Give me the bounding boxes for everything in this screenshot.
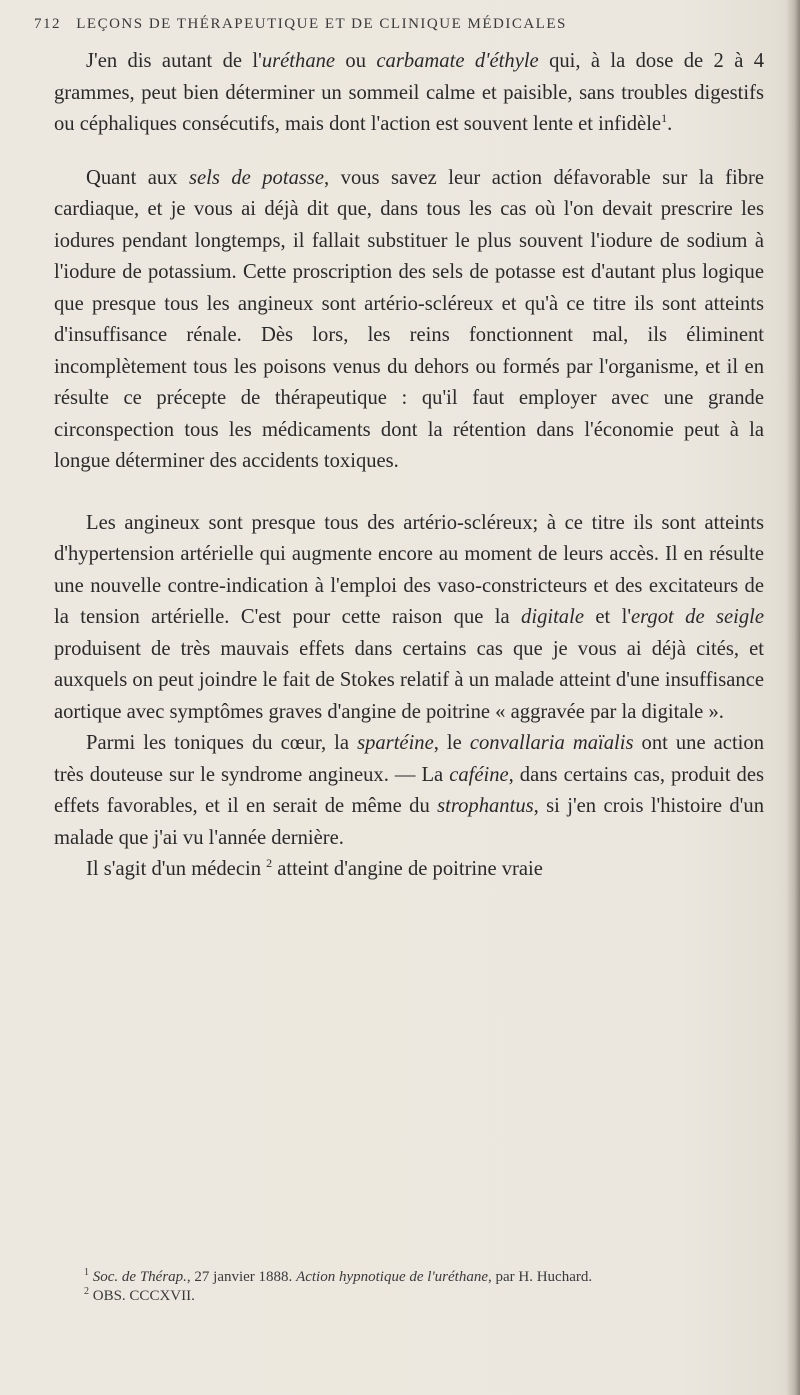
text-run: Parmi les toniques du cœur, la <box>86 732 358 754</box>
italic-term: digitale <box>521 606 584 628</box>
footnote-ref: 2 <box>266 856 273 871</box>
page-number: 712 <box>34 16 61 32</box>
paragraph-toniques-du-coeur <box>54 728 764 854</box>
text-run: . <box>667 113 673 135</box>
text-run: , vous savez leur action défavorable sur la fibre cardiaque, et je vous ai déjà dit que, dans tous les cas où l'on devait prescrire les iodures pendant longtemps, il fallait substituer le plus souvent l'iodure de sodium à l'iodure de potassium. Cette proscription des sels de potasse est d'autant plus logique que presque tous les angineux sont artério-scléreux et qu'à ce titre ils sont atteints d'insuffisance rénale. Dès lors, les reins fonctionnent mal, ils éliminent incomplètement tous les poisons venus du dehors ou formés par l'organisme, et il en résulte ce précepte de thérapeutique : qu'il faut employer avec une grande circonspection tous les médicaments dont la rétention dans l'économie peut à la longue déterminer des accidents toxiques. <box>54 166 764 472</box>
italic-term: strophantus <box>437 795 534 817</box>
page-edge-shadow <box>786 0 800 1395</box>
paragraph-medecin <box>54 854 764 886</box>
italic-term: sels de potasse <box>189 166 325 189</box>
body-text <box>54 46 764 886</box>
text-run: Il s'agit d'un médecin <box>86 858 267 880</box>
text-run: qui, à la dose de 2 à 4 grammes, peut bien déterminer un sommeil calme et paisible, sans troubles digestifs ou céphaliques consécutifs, mais dont l'action est souvent lente et infidèle <box>54 50 765 135</box>
paragraph-urethane <box>54 46 764 141</box>
running-title: LEÇONS DE THÉRAPEUTIQUE ET DE CLINIQUE MÉDICALES <box>76 16 567 32</box>
paragraph-angineux <box>54 508 764 729</box>
text-run: , 27 janvier 1888. <box>186 1269 297 1285</box>
text-run: , si j'en crois l'histoire d'un malade que j'ai vu l'année dernière. <box>54 795 764 849</box>
footnote-ref: 1 <box>661 111 668 126</box>
text-run: , par H. Huchard. <box>487 1269 593 1285</box>
text-run: OBS. CCCXVII. <box>89 1288 195 1304</box>
text-run: produisent de très mauvais effets dans certains cas que je vous ai déjà cités, et auxquels on peut joindre le fait de Stokes relatif à un malade atteint d'une insuffisance aortique avec symptômes graves d'angine de poitrine « aggravée par la digitale ». <box>54 637 764 723</box>
footnote-2 <box>54 1287 764 1306</box>
text-run: atteint d'angine de poitrine vraie <box>272 858 543 880</box>
text-run: et l' <box>583 606 632 628</box>
text-run: Les angineux sont presque tous des artério-scléreux; à ce titre ils sont atteints d'hypertension artérielle qui augmente encore au moment de leurs accès. Il en résulte une nouvelle contre-indication à l'emploi des vaso-constricteurs et des excitateurs de la tension artérielle. C'est pour cette raison que la <box>54 511 764 628</box>
footnote-1 <box>54 1268 764 1287</box>
paragraph-sels-de-potasse <box>54 163 764 478</box>
italic-term: uréthane <box>261 50 336 72</box>
italic-term: Soc. de Thérap. <box>92 1269 187 1285</box>
footnote-ref: 1 <box>84 1267 89 1278</box>
italic-term: convallaria maïalis <box>469 732 634 754</box>
text-run: , le <box>433 732 470 754</box>
italic-term: spartéine <box>357 732 434 754</box>
text-run: , dans certains cas, produit des effets favorables, et il en serait de même du <box>54 763 764 817</box>
italic-term: ergot de seigle <box>631 606 765 628</box>
text-run: Quant aux <box>86 166 189 189</box>
footnotes <box>54 1268 764 1306</box>
text-run: ont une action très douteuse sur le syndrome angineux. — La <box>54 732 764 786</box>
running-header <box>34 16 764 33</box>
italic-term: carbamate d'éthyle <box>376 50 539 72</box>
text-run: ou <box>335 50 377 72</box>
italic-term: caféine <box>449 763 509 786</box>
italic-term: Action hypnotique de l'uréthane <box>296 1269 488 1285</box>
text-run: J'en dis autant de l' <box>86 50 262 72</box>
footnote-ref: 2 <box>84 1286 89 1297</box>
